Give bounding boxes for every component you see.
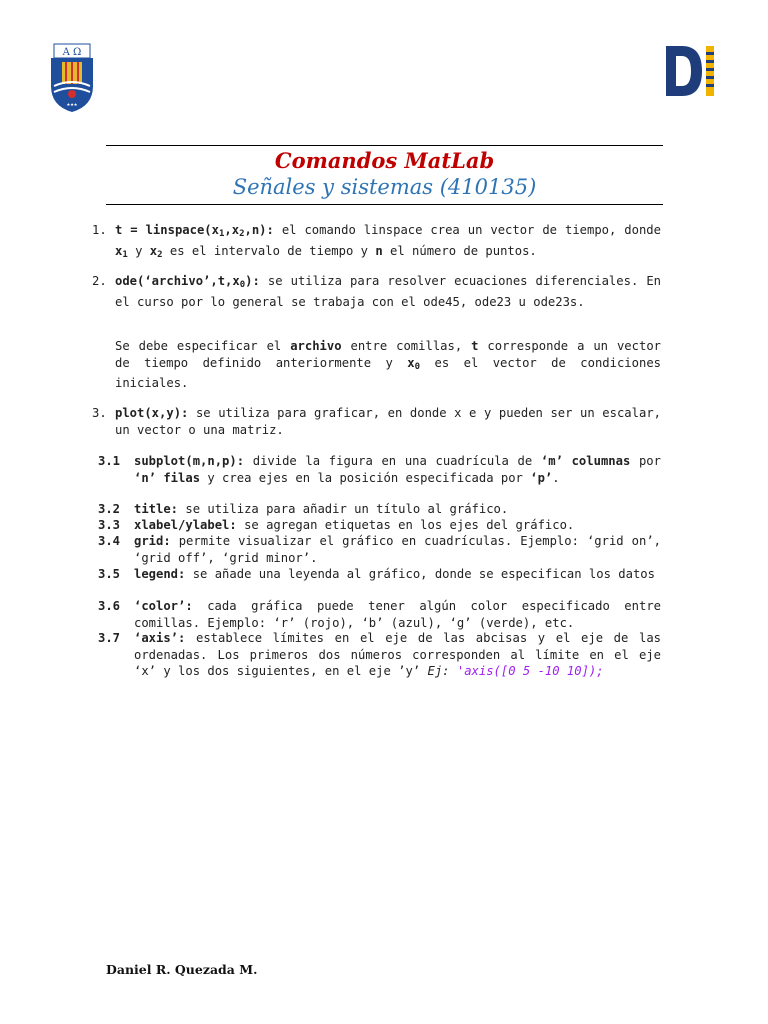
subitem-3-6-number: 3.6 [98,599,121,613]
subitem-3-4-text: grid: permite visualizar el gráfico en cuadrículas. Ejemplo: ‘grid on’, ‘grid off’, ‘grid minor’. [134,534,661,565]
item-2-paragraph-2: Se debe especificar el archivo entre comillas, t corresponde a un vector de tiempo definido anteriormente y $x_0$ es el vector de condiciones iniciales. [115,339,661,390]
svg-text:★★★: ★★★ [66,101,78,108]
item-2-text: $ode(‘archivo’,t,x_0)$: se utiliza para resolver ecuaciones diferenciales. En el curso por lo general se trabaja con el ode45, ode23 u ode23s. [115,274,661,309]
subitem-3-1-number: 3.1 [98,454,121,468]
subitem-3-1-text: subplot(m,n,p): divide la figura en una cuadrícula de ‘m’ columnas por ‘n’ filas y crea ejes en la posición especificada por ‘p’. [134,454,661,485]
subitem-3-3-number: 3.3 [98,518,121,532]
item-1-number: 1. [92,223,107,237]
subitem-3-3-text: xlabel/ylabel: se agregan etiquetas en los ejes del gráfico. [134,518,575,532]
author-name: Daniel R. Quezada M. [106,962,258,977]
subitem-3-2-number: 3.2 [98,502,121,516]
page-title: Comandos MatLab [274,148,495,173]
university-shield-logo [48,42,96,114]
subitem-3-7-text: ‘axis’: establece límites en el eje de las abcisas y el eje de las ordenadas. Los primeros dos números corresponden al límite en el eje ‘x’ y los dos siguientes, en el eje ’y’ Ej: 'axis([0 5 -10 10]); [134,631,661,678]
item-3-number: 3. [92,406,107,420]
item-3-text: plot(x,y): se utiliza para graficar, en donde x e y pueden ser un escalar, un vector o una matriz. [115,406,661,437]
di-department-logo [664,44,720,98]
header-top-rule [106,145,663,146]
subitem-3-6-text: ‘color’: cada gráfica puede tener algún color especificado entre comillas. Ejemplo: ‘r’ (rojo), ‘b’ (azul), ‘g’ (verde), etc. [134,599,661,630]
subitem-3-7-number: 3.7 [98,631,121,645]
subitem-3-5-text: legend: se añade una leyenda al gráfico, donde se especifican los datos [134,567,655,581]
item-2-number: 2. [92,274,107,288]
item-1-text: $t = linspace(x_1,x_2,n)$: el comando linspace crea un vector de tiempo, donde $x_1$ y $x_2$ es el intervalo de tiempo y n el número de puntos. [115,223,661,260]
axis-code-example: 'axis([0 5 -10 10]); [449,664,604,678]
header-bottom-rule [106,204,663,205]
example-label: Ej: [427,664,450,678]
subitem-3-5-number: 3.5 [98,567,121,581]
page-subtitle: Señales y sistemas (410135) [232,175,537,199]
svg-text:A Ω: A Ω [62,47,82,58]
subitem-3-2-text: title: se utiliza para añadir un título al gráfico. [134,502,509,516]
subitem-3-4-number: 3.4 [98,534,121,548]
